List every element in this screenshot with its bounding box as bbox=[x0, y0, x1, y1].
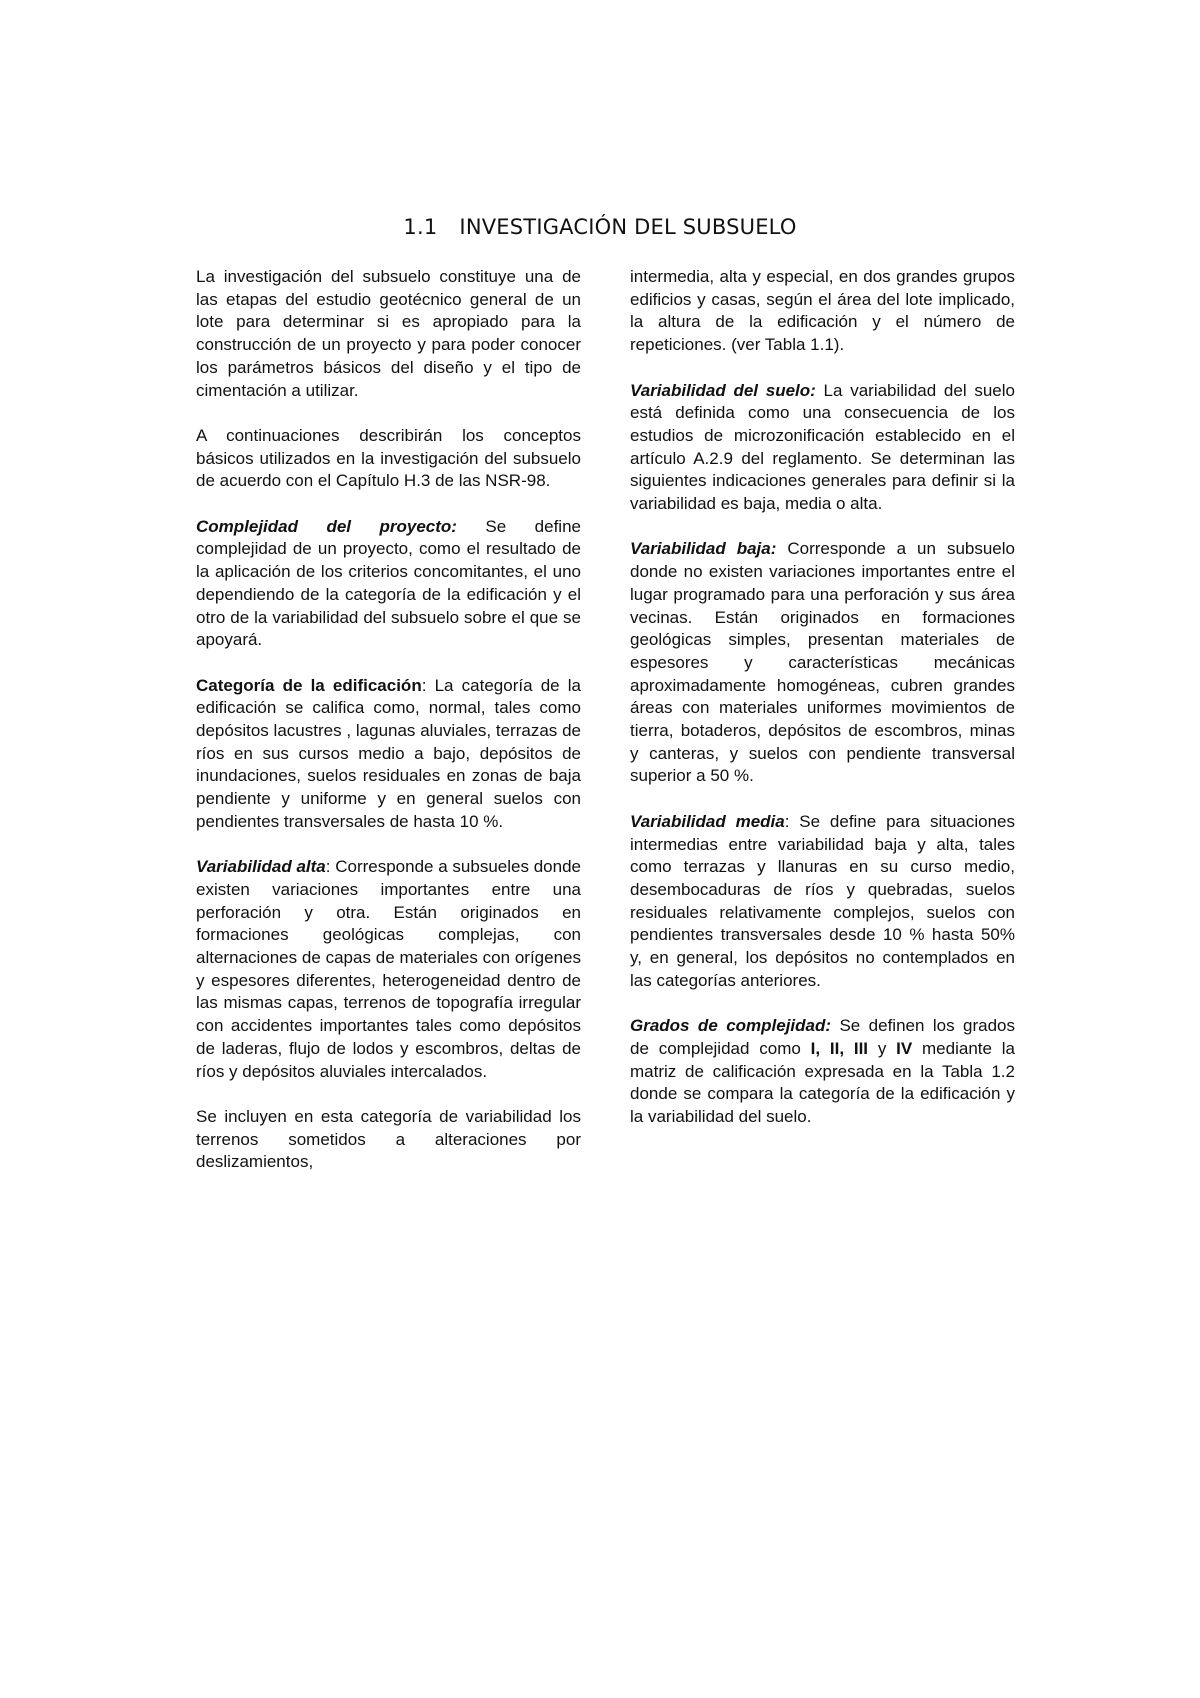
definition-text: : Corresponde a subsueles donde existen variaciones importantes entre una perforación y otra. Están originados en formaciones geológicas complejas, con alternaciones de capas de materiales con orígenes y espesores diferentes, heterogeneidad dentro de las mismas capas, terrenos de topografía irregular con accidentes importantes tales como depósitos de laderas, flujo de lodos y escombros, deltas de ríos y depósitos aluviales intercalados. bbox=[196, 857, 581, 1081]
paragraph-grados-complejidad bbox=[630, 1015, 1015, 1129]
definition-text: : Se define para situaciones intermedias entre variabilidad baja y alta, tales como terrazas y llanuras en su curso medio, desembocaduras de ríos y quebradas, suelos residuales relativamente complejos, suelos con pendientes transversales desde 10 % hasta 50% y, en general, los depósitos no contemplados en las categorías anteriores. bbox=[630, 811, 1015, 990]
paragraph-concepts: A continuaciones describirán los conceptos básicos utilizados en la investigación del subsuelo de acuerdo con el Capítulo H.3 de las NSR-98. bbox=[196, 425, 581, 491]
paragraph-continuation: intermedia, alta y especial, en dos grandes grupos edificios y casas, según el área del lote implicado, la altura de la edificación y el número de repeticiones. (ver Tabla 1.1). bbox=[630, 267, 1015, 355]
section-title bbox=[0, 215, 1200, 239]
roman-grades: I, II, III bbox=[810, 1038, 869, 1058]
paragraph-variabilidad-suelo bbox=[630, 380, 1015, 516]
term-variabilidad-suelo: Variabilidad del suelo: bbox=[630, 380, 816, 400]
section-title-text: INVESTIGACIÓN DEL SUBSUELO bbox=[459, 215, 797, 239]
paragraph-intro: La investigación del subsuelo constituye una de las etapas del estudio geotécnico general de un lote para determinar si es apropiado para la construcción de un proyecto y para poder conocer los parámetros básicos del diseño y el tipo de cimentación a utilizar. bbox=[196, 267, 581, 400]
paragraph-complejidad-proyecto bbox=[196, 516, 581, 652]
definition-text: y bbox=[868, 1038, 897, 1058]
right-column bbox=[630, 266, 1015, 1129]
definition-text: Se define complejidad de un proyecto, como el resultado de la aplicación de los criterios concomitantes, el uno dependiendo de la categoría de la edificación y el otro de la variabilidad del subsuelo sobre el que se apoyará. bbox=[196, 516, 581, 650]
term-complejidad-proyecto: Complejidad del proyecto: bbox=[196, 516, 457, 536]
paragraph-variabilidad-alta bbox=[196, 856, 581, 1083]
definition-text: mediante la matriz de calificación expresada en la Tabla 1.2 donde se compara la categoría de la edificación y la variabilidad del suelo. bbox=[630, 1038, 1015, 1126]
paragraph-variabilidad-media bbox=[630, 811, 1015, 993]
term-variabilidad-media: Variabilidad media bbox=[630, 811, 785, 831]
roman-grade-iv: IV bbox=[896, 1038, 913, 1058]
left-column bbox=[196, 266, 581, 1174]
definition-text: Corresponde a un subsuelo donde no existen variaciones importantes entre el lugar programado para una perforación y sus área vecinas. Están originados en formaciones geológicas simples, presentan materiales de espesores y características mecánicas aproximadamente homogéneas, cubren grandes áreas con materiales uniformes movimientos de tierra, botaderos, depósitos de escombros, minas y canteras, y suelos con pendiente transversal superior a 50 %. bbox=[630, 539, 1015, 786]
definition-text: : La categoría de la edificación se califica como, normal, tales como depósitos lacustres , lagunas aluviales, terrazas de ríos en sus cursos medio a bajo, depósitos de inundaciones, suelos residuales en zonas de baja pendiente y uniforme y en general suelos con pendientes transversales de hasta 10 %. bbox=[196, 675, 581, 831]
definition-text: Se definen los grados de complejidad como bbox=[630, 1016, 1015, 1058]
term-grados-complejidad: Grados de complejidad: bbox=[630, 1016, 832, 1036]
paragraph-deslizamientos: Se incluyen en esta categoría de variabilidad los terrenos sometidos a alteraciones por deslizamientos, bbox=[196, 1106, 581, 1172]
term-variabilidad-alta: Variabilidad alta bbox=[196, 857, 326, 877]
section-number: 1.1 bbox=[403, 215, 438, 239]
paragraph-categoria-edificacion bbox=[196, 675, 581, 834]
definition-text: La variabilidad del suelo está definida como una consecuencia de los estudios de microzonificación establecido en el artículo A.2.9 del reglamento. Se determinan las siguientes indicaciones generales para definir si la variabilidad es baja, media o alta. bbox=[630, 380, 1015, 514]
term-categoria-edificacion: Categoría de la edificación bbox=[196, 675, 422, 695]
paragraph-variabilidad-baja bbox=[630, 538, 1015, 788]
term-variabilidad-baja: Variabilidad baja: bbox=[630, 539, 777, 559]
